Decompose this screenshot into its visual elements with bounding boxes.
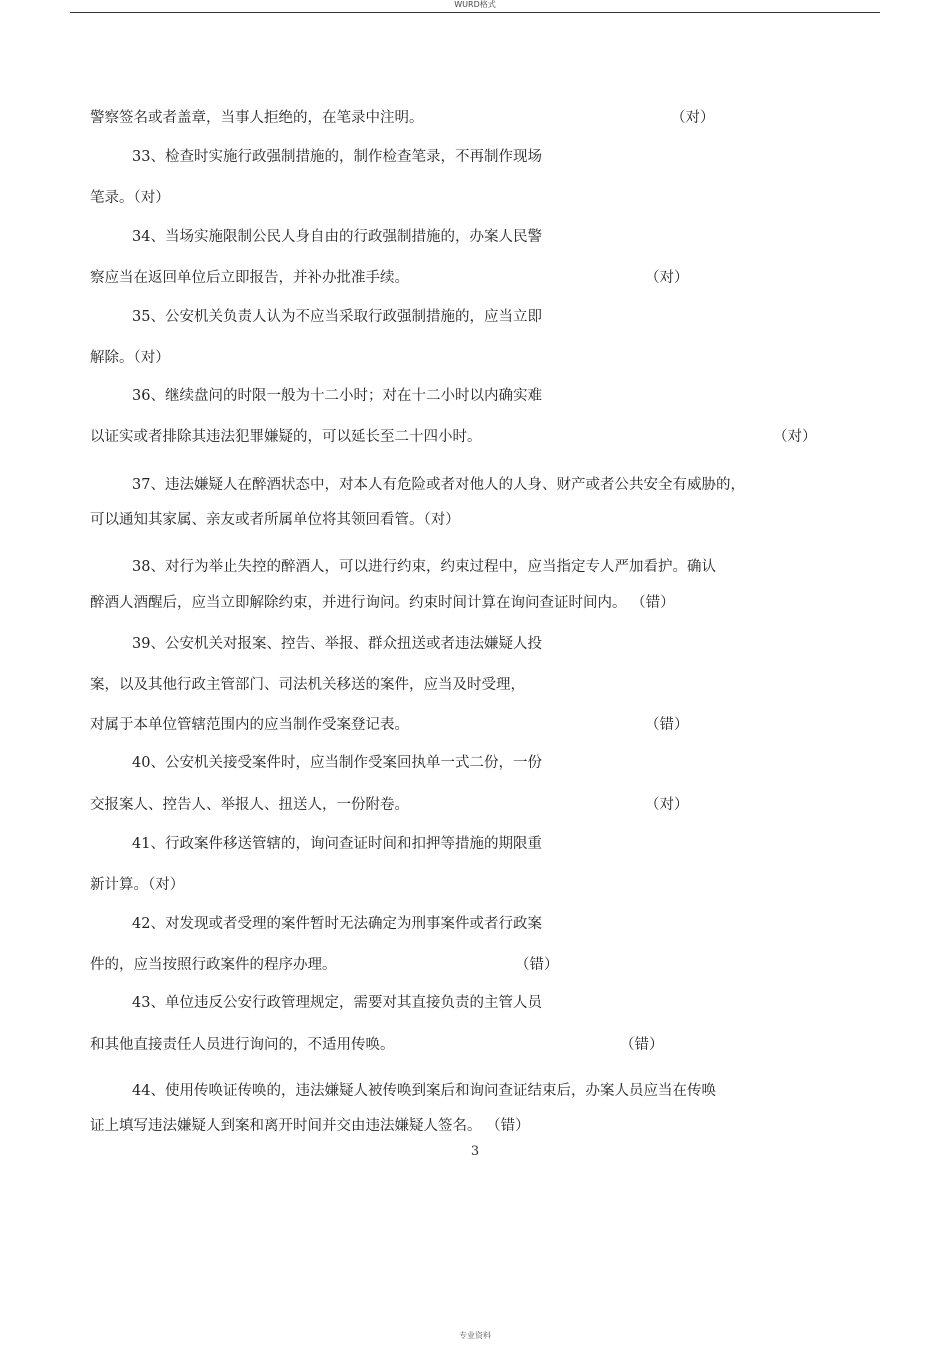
header-divider (70, 12, 880, 13)
item-42-judgement: （错） (515, 957, 559, 973)
item-31-judgement: （对） (671, 110, 715, 126)
item-39-line-3: 对属于本单位管辖范围内的应当制作受案登记表。 (90, 717, 409, 733)
page-footer: 专业资料 (459, 1331, 491, 1340)
page-header: WURD格式 (454, 0, 496, 9)
item-39-judgement: （错） (645, 717, 689, 733)
item-40-line-1: 40、公安机关接受案件时，应当制作受案回执单一式二份，一份 (132, 755, 542, 771)
item-38-line-1: 38、对行为举止失控的醉酒人，可以进行约束，约束过程中，应当指定专人严加看护。确认 (132, 559, 716, 575)
item-34-line-2: 察应当在返回单位后立即报告，并补办批准手续。 (90, 270, 409, 286)
item-33-line-2: 笔录。（对） (90, 190, 170, 206)
item-39-line-2: 案，以及其他行政主管部门、司法机关移送的案件，应当及时受理， (90, 677, 525, 693)
item-37-line-1: 37、违法嫌疑人在醉酒状态中，对本人有危险或者对他人的人身、财产或者公共安全有威胁的， (132, 477, 745, 493)
item-35-line-1: 35、公安机关负责人认为不应当采取行政强制措施的，应当立即 (132, 309, 542, 325)
item-35-line-2: 解除。（对） (90, 350, 170, 366)
item-43-line-2: 和其他直接责任人员进行询问的，不适用传唤。 (90, 1037, 395, 1053)
item-44-line-2: 证上填写违法嫌疑人到案和离开时间并交由违法嫌疑人签名。 （错） (90, 1118, 530, 1134)
item-36-line-2: 以证实或者排除其违法犯罪嫌疑的，可以延长至二十四小时。 (90, 429, 482, 445)
item-33-line-1: 33、检查时实施行政强制措施的，制作检查笔录，不再制作现场 (132, 149, 542, 165)
item-42-line-2: 件的，应当按照行政案件的程序办理。 (90, 957, 337, 973)
item-36-judgement: （对） (773, 429, 817, 445)
item-44-line-1: 44、使用传唤证传唤的，违法嫌疑人被传唤到案后和询问查证结束后，办案人员应当在传唤 (132, 1083, 716, 1099)
item-41-line-2: 新计算。（对） (90, 877, 185, 893)
item-43-judgement: （错） (620, 1037, 664, 1053)
item-39-line-1: 39、公安机关对报案、控告、举报、群众扭送或者违法嫌疑人投 (132, 636, 542, 652)
item-37-line-2: 可以通知其家属、亲友或者所属单位将其领回看管。（对） (90, 512, 460, 528)
item-36-line-1: 36、继续盘问的时限一般为十二小时；对在十二小时以内确实难 (132, 388, 542, 404)
item-31-line-1: 警察签名或者盖章，当事人拒绝的，在笔录中注明。 (90, 110, 424, 126)
item-34-judgement: （对） (645, 270, 689, 286)
item-38-line-2: 醉酒人酒醒后，应当立即解除约束，并进行询问。约束时间计算在询问查证时间内。 （错） (90, 595, 675, 611)
page-number: 3 (470, 1144, 480, 1159)
item-34-line-1: 34、当场实施限制公民人身自由的行政强制措施的，办案人民警 (132, 229, 542, 245)
item-40-line-2: 交报案人、控告人、举报人、扭送人，一份附卷。 (90, 797, 409, 813)
item-40-judgement: （对） (645, 797, 689, 813)
item-43-line-1: 43、单位违反公安行政管理规定，需要对其直接负责的主管人员 (132, 995, 542, 1011)
item-41-line-1: 41、行政案件移送管辖的，询问查证时间和扣押等措施的期限重 (132, 836, 542, 852)
item-42-line-1: 42、对发现或者受理的案件暂时无法确定为刑事案件或者行政案 (132, 916, 542, 932)
